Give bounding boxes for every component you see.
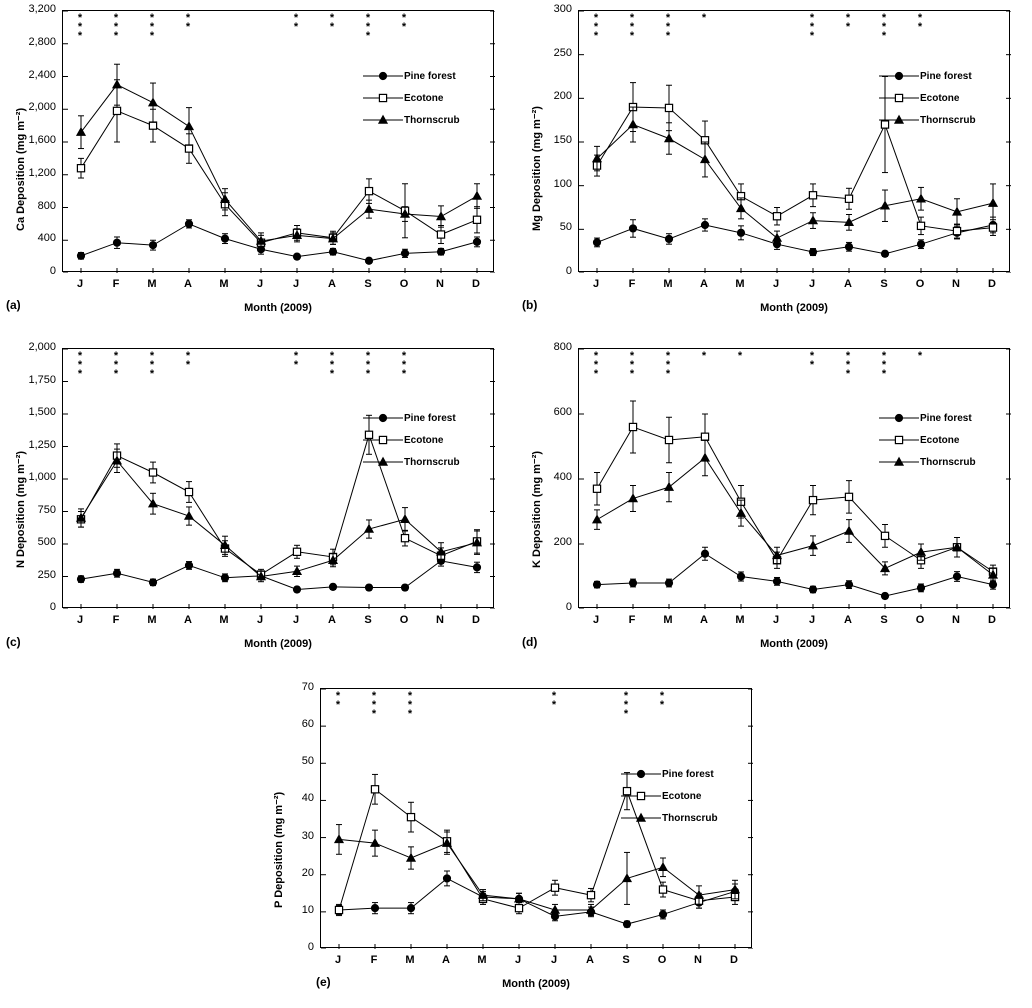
y-tick-label: 30 [301, 829, 314, 842]
legend-label: Ecotone [404, 434, 444, 446]
legend-marker-icon [878, 433, 920, 447]
legend-item[interactable] [362, 90, 460, 106]
legend-item[interactable] [620, 766, 718, 782]
significance-marker: * * * [665, 12, 671, 42]
legend-label: Thornscrub [920, 456, 976, 468]
x-tick-label: N [436, 614, 444, 626]
plot-area-a [62, 10, 494, 272]
x-tick-label: J [256, 278, 264, 290]
significance-marker: * * * [665, 350, 671, 380]
x-tick-label: N [952, 278, 960, 290]
legend-label: Thornscrub [404, 456, 460, 468]
plot-svg [63, 11, 495, 273]
x-tick-label: O [657, 954, 667, 966]
legend-item[interactable] [362, 68, 460, 84]
y-tick-label: 150 [553, 134, 572, 146]
significance-marker: * * [659, 690, 665, 711]
panel-label: (a) [6, 298, 21, 312]
plot-svg [579, 349, 1011, 609]
x-tick-label: S [364, 614, 372, 626]
x-tick-label: J [592, 614, 600, 626]
y-tick-label: 1,500 [28, 406, 56, 418]
x-tick-label: S [622, 954, 630, 966]
significance-marker: * * * [623, 690, 629, 720]
legend-marker-icon [362, 113, 404, 127]
x-tick-label: F [112, 278, 120, 290]
x-tick-label: F [370, 954, 378, 966]
significance-marker: * [701, 12, 707, 24]
significance-marker: * * [845, 12, 851, 33]
x-tick-label: M [147, 278, 157, 290]
legend-marker-icon [620, 767, 662, 781]
plot-svg [63, 349, 495, 609]
significance-marker: * * * [881, 350, 887, 380]
x-tick-label: M [735, 614, 745, 626]
y-tick-label: 50 [559, 221, 572, 234]
legend-item[interactable] [878, 90, 976, 106]
significance-marker: * * * [407, 690, 413, 720]
y-tick-label: 800 [37, 199, 56, 212]
x-tick-label: J [76, 614, 84, 626]
y-tick-label: 2,800 [28, 35, 56, 48]
y-tick-label: 70 [301, 681, 314, 693]
chart-panel-d [516, 330, 1032, 670]
x-tick-label: S [880, 614, 888, 626]
x-tick-label: A [586, 954, 594, 966]
legend [878, 68, 976, 134]
x-tick-label: A [328, 614, 336, 626]
significance-marker: * [737, 350, 743, 362]
x-tick-label: D [988, 614, 996, 626]
y-tick-label: 400 [37, 232, 56, 245]
y-tick-label: 3,200 [28, 3, 56, 15]
significance-marker: * * * [329, 350, 335, 380]
y-tick-label: 20 [301, 866, 314, 879]
legend-marker-icon [362, 411, 404, 425]
y-tick-label: 300 [553, 3, 572, 15]
x-tick-label: O [915, 614, 925, 626]
legend-label: Pine forest [404, 70, 456, 82]
x-tick-label: J [808, 278, 816, 290]
x-tick-label: A [700, 614, 708, 626]
legend-marker-icon [362, 433, 404, 447]
legend-label: Pine forest [404, 412, 456, 424]
y-tick-label: 60 [301, 718, 314, 731]
legend-label: Thornscrub [920, 114, 976, 126]
y-axis-label: P Deposition (mg m⁻²) [273, 791, 285, 908]
legend-label: Ecotone [662, 790, 702, 802]
x-tick-label: A [184, 278, 192, 290]
y-tick-label: 800 [553, 341, 572, 353]
significance-marker: * * * [593, 350, 599, 380]
x-tick-label: M [735, 278, 745, 290]
y-tick-label: 1,000 [28, 471, 56, 483]
x-tick-label: D [472, 614, 480, 626]
legend-marker-icon [878, 69, 920, 83]
significance-marker: * * [917, 12, 923, 33]
legend-marker-icon [362, 69, 404, 83]
x-tick-label: J [292, 614, 300, 626]
legend-item[interactable] [878, 454, 976, 470]
y-tick-label: 500 [37, 536, 56, 548]
x-tick-label: J [772, 278, 780, 290]
legend [362, 68, 460, 134]
y-tick-label: 1,200 [28, 166, 56, 179]
significance-marker: * * * [365, 12, 371, 42]
x-tick-label: O [399, 278, 409, 290]
x-tick-label: A [328, 278, 336, 290]
x-tick-label: F [628, 278, 636, 290]
y-tick-label: 200 [553, 90, 572, 103]
y-tick-label: 0 [565, 265, 572, 277]
x-tick-label: J [550, 954, 558, 966]
plot-area-d [578, 348, 1010, 608]
x-tick-label: S [880, 278, 888, 290]
legend-item[interactable] [620, 810, 718, 826]
legend-marker-icon [878, 411, 920, 425]
x-tick-label: F [628, 614, 636, 626]
panel-label: (c) [6, 635, 21, 649]
legend-item[interactable] [362, 454, 460, 470]
x-tick-label: J [292, 278, 300, 290]
significance-marker: * * * [149, 12, 155, 42]
legend-label: Pine forest [920, 412, 972, 424]
significance-marker: * * [185, 350, 191, 371]
legend-item[interactable] [362, 432, 460, 448]
x-tick-label: M [405, 954, 415, 966]
y-tick-label: 10 [301, 903, 314, 916]
y-tick-label: 100 [553, 177, 572, 190]
x-tick-label: A [442, 954, 450, 966]
x-tick-label: J [334, 954, 342, 966]
legend-marker-icon [620, 811, 662, 825]
x-tick-label: S [364, 278, 372, 290]
x-tick-label: A [184, 614, 192, 626]
x-tick-label: D [730, 954, 738, 966]
plot-svg [579, 11, 1011, 273]
significance-marker: * * * [401, 350, 407, 380]
x-tick-label: J [76, 278, 84, 290]
y-tick-label: 200 [553, 536, 572, 548]
panel-label: (e) [316, 975, 331, 989]
significance-marker: * * [809, 350, 815, 371]
legend-marker-icon [362, 455, 404, 469]
y-tick-label: 2,400 [28, 68, 56, 81]
x-tick-label: O [399, 614, 409, 626]
significance-marker: * * [185, 12, 191, 33]
y-tick-label: 2,000 [28, 101, 56, 114]
x-tick-label: O [915, 278, 925, 290]
x-tick-label: D [988, 278, 996, 290]
x-tick-label: J [514, 954, 522, 966]
y-tick-label: 1,250 [28, 438, 56, 451]
x-tick-label: A [844, 278, 852, 290]
x-tick-label: J [256, 614, 264, 626]
legend [878, 410, 976, 476]
significance-marker: * * [401, 12, 407, 33]
panel-label: (d) [522, 635, 538, 649]
legend-label: Thornscrub [404, 114, 460, 126]
significance-marker: * * * [365, 350, 371, 380]
chart-panel-e [258, 670, 774, 1008]
y-tick-label: 0 [49, 601, 56, 613]
y-axis-label: Ca Deposition (mg m⁻²) [15, 107, 27, 231]
y-tick-label: 750 [37, 503, 56, 516]
significance-marker: * * * [77, 12, 83, 42]
x-tick-label: M [147, 614, 157, 626]
significance-marker: * * * [113, 350, 119, 380]
y-tick-label: 600 [553, 406, 572, 418]
significance-marker: * * * [809, 12, 815, 42]
y-tick-label: 50 [301, 755, 314, 768]
significance-marker: * * * [593, 12, 599, 42]
y-tick-label: 250 [553, 46, 572, 59]
x-axis-label: Month (2009) [502, 978, 570, 990]
x-tick-label: M [663, 278, 673, 290]
x-tick-label: M [219, 278, 229, 290]
y-tick-label: 1,600 [28, 134, 56, 146]
legend-item[interactable] [878, 410, 976, 426]
legend-label: Ecotone [920, 434, 960, 446]
significance-marker: * * * [845, 350, 851, 380]
x-tick-label: F [112, 614, 120, 626]
significance-marker: * * * [881, 12, 887, 42]
y-tick-label: 0 [565, 601, 572, 613]
legend-item[interactable] [878, 432, 976, 448]
legend-label: Ecotone [920, 92, 960, 104]
x-tick-label: N [436, 278, 444, 290]
significance-marker: * * * [371, 690, 377, 720]
x-tick-label: A [844, 614, 852, 626]
significance-marker: * * * [77, 350, 83, 380]
x-tick-label: M [663, 614, 673, 626]
y-tick-label: 0 [49, 265, 56, 277]
significance-marker: * * [551, 690, 557, 711]
legend-marker-icon [878, 455, 920, 469]
chart-panel-c [0, 330, 516, 670]
x-axis-label: Month (2009) [760, 638, 828, 650]
x-tick-label: J [772, 614, 780, 626]
y-tick-label: 0 [307, 941, 314, 953]
x-axis-label: Month (2009) [244, 638, 312, 650]
y-axis-label: K Deposition (mg m⁻²) [531, 450, 543, 568]
legend [620, 766, 718, 832]
x-tick-label: A [700, 278, 708, 290]
y-tick-label: 40 [301, 792, 314, 805]
legend-label: Pine forest [662, 768, 714, 780]
significance-marker: * * [335, 690, 341, 711]
y-tick-label: 400 [553, 471, 572, 483]
x-tick-label: N [952, 614, 960, 626]
significance-marker: * [917, 350, 923, 362]
legend-label: Pine forest [920, 70, 972, 82]
legend-item[interactable] [878, 68, 976, 84]
y-axis-label: Mg Deposition (mg m⁻²) [531, 106, 543, 231]
legend-item[interactable] [362, 112, 460, 128]
legend-marker-icon [878, 113, 920, 127]
legend-marker-icon [620, 789, 662, 803]
x-tick-label: M [477, 954, 487, 966]
significance-marker: * * [293, 350, 299, 371]
x-tick-label: J [592, 278, 600, 290]
legend [362, 410, 460, 476]
y-axis-label: N Deposition (mg m⁻²) [15, 450, 27, 568]
legend-label: Thornscrub [662, 812, 718, 824]
y-tick-label: 2,000 [28, 341, 56, 353]
significance-marker: * * * [629, 350, 635, 380]
y-tick-label: 1,750 [28, 373, 56, 386]
legend-marker-icon [878, 91, 920, 105]
chart-panel-b [516, 0, 1032, 330]
legend-item[interactable] [878, 112, 976, 128]
legend-marker-icon [362, 91, 404, 105]
x-tick-label: D [472, 278, 480, 290]
significance-marker: * * [329, 12, 335, 33]
significance-marker: * [701, 350, 707, 362]
x-tick-label: N [694, 954, 702, 966]
plot-area-b [578, 10, 1010, 272]
chart-panel-a [0, 0, 516, 330]
plot-area-c [62, 348, 494, 608]
significance-marker: * * [293, 12, 299, 33]
x-tick-label: J [808, 614, 816, 626]
y-tick-label: 250 [37, 568, 56, 581]
significance-marker: * * * [629, 12, 635, 42]
x-tick-label: M [219, 614, 229, 626]
significance-marker: * * * [149, 350, 155, 380]
significance-marker: * * * [113, 12, 119, 42]
x-axis-label: Month (2009) [760, 302, 828, 314]
legend-item[interactable] [620, 788, 718, 804]
panel-label: (b) [522, 298, 538, 312]
legend-label: Ecotone [404, 92, 444, 104]
legend-item[interactable] [362, 410, 460, 426]
x-axis-label: Month (2009) [244, 302, 312, 314]
